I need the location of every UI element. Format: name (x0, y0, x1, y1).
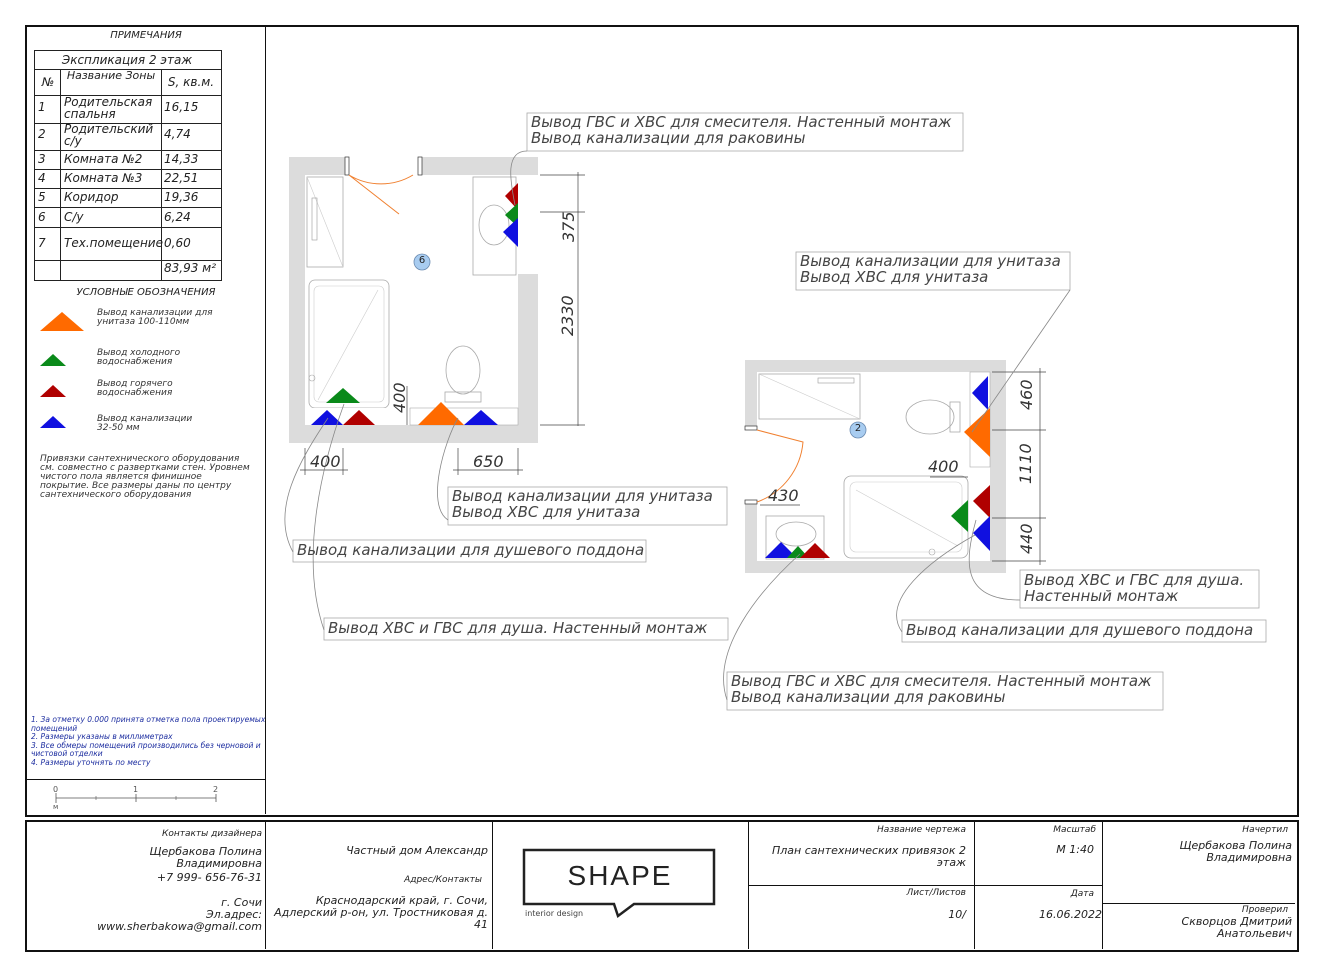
header-number: № (41, 75, 55, 89)
explication-title: Экспликация 2 этаж (61, 53, 193, 67)
dim-650: 650 (473, 452, 504, 471)
footnote-1: 1. За отметку 0.000 принята отметка пола проектируемых помещений (31, 715, 266, 733)
project-address: Краснодарский край, г. Сочи, Адлерский р-он, ул. Тростниковая д. 41 (274, 894, 488, 931)
dim-430: 430 (768, 486, 799, 505)
scale-label-0: 0 (53, 785, 59, 794)
cold-water-outlet-icon (951, 500, 968, 532)
header-zone-name: Название Зоны (66, 69, 156, 82)
legend-text-2: Вывод холодного водоснабжения (97, 348, 181, 367)
tb-divider (749, 885, 1103, 886)
dim-1110: 1110 (1016, 443, 1035, 484)
callout-toilet-2: Вывод канализации для унитаза Вывод ХВС для унитаза (800, 252, 1061, 286)
drawing-label: Название чертежа (877, 825, 966, 835)
logo-text: SHAPE (567, 860, 673, 891)
table-total: 83,93 м² (164, 261, 217, 275)
callout-toilet-6: Вывод канализации для унитаза Вывод ХВС для унитаза (452, 487, 713, 521)
footnote-2: 2. Размеры указаны в миллиметрах (31, 732, 173, 741)
dim-460: 460 (1017, 379, 1036, 410)
hot-water-outlet-icon (973, 485, 990, 518)
designer-label: Контакты дизайнера (161, 829, 262, 839)
footnote-4: 4. Размеры уточнять по месту (31, 757, 151, 767)
callout-shower-drain-2: Вывод канализации для душевого поддона (906, 621, 1254, 639)
checked-label: Проверил (1241, 905, 1288, 915)
drawing-name: План сантехнических привязок 2 этаж (772, 844, 966, 869)
sheet-number: 10/ (948, 908, 966, 921)
checked-by: Скворцов Дмитрий Анатольевич (1181, 915, 1292, 940)
project-name: Частный дом Александр (346, 844, 488, 857)
dim-440: 440 (1017, 523, 1036, 554)
dim-400-vertical: 400 (390, 382, 409, 413)
designer-name: Щербакова Полина Владимировна (149, 845, 262, 870)
date-label: Дата (1070, 889, 1094, 899)
scale-label: Масштаб (1053, 825, 1096, 835)
logo-subtitle: interior design (525, 909, 584, 918)
dim-400-right: 400 (928, 457, 959, 476)
drawn-by: Щербакова Полина Владимировна (1179, 839, 1292, 864)
scale-label-1: 1 (133, 785, 139, 794)
header-area: S, кв.м. (167, 75, 215, 89)
callout-mixer-sink-2: Вывод ГВС и ХВС для смесителя. Настенный монтаж Вывод канализации для раковины (731, 672, 1152, 706)
callout-shower-drain-6: Вывод канализации для душевого поддона (297, 541, 645, 559)
legend-title: УСЛОВНЫЕ ОБОЗНАЧЕНИЯ (76, 287, 216, 298)
bathroom-6 (289, 157, 585, 475)
legend-text-3: Вывод горячего водоснабжения (97, 379, 173, 398)
binding-note: Привязки сантехнического оборудования см. совместно с развертками стен. Уровнем чистого пола является финишное покрытие. Все размеры даны по центру сантехнического оборудования (40, 454, 250, 500)
callout-shower-water-6: Вывод ХВС и ГВС для душа. Настенный монтаж (328, 619, 708, 637)
bathroom-6-interior (305, 175, 518, 425)
dim-2330: 2330 (558, 295, 577, 336)
drawn-label: Начертил (1242, 825, 1288, 835)
scale-value: М 1:40 (1056, 843, 1094, 856)
bathroom-2 (745, 360, 1046, 573)
designer-phone: +7 999- 656-76-31 (156, 871, 262, 884)
callout-shower-water-2: Вывод ХВС и ГВС для душа. Настенный монтаж (1024, 571, 1245, 605)
tb-divider (492, 822, 493, 949)
email-label: Эл.адрес: (205, 908, 262, 921)
dim-375: 375 (559, 211, 578, 242)
address-label: Адрес/Контакты (404, 875, 482, 885)
sheet-label: Лист/Листов (906, 888, 966, 898)
designer-city: г. Сочи (221, 896, 262, 909)
room-6-number: 6 (418, 255, 426, 266)
room-2-number: 2 (854, 423, 862, 434)
callout-mixer-sink-6: Вывод ГВС и ХВС для смесителя. Настенный монтаж Вывод канализации для раковины (531, 113, 952, 147)
legend-text-4: Вывод канализации 32-50 мм (97, 414, 193, 433)
date-value: 16.06.2022 (1039, 908, 1102, 921)
footnote-3: 3. Все обмеры помещений производились без черновой и чистовой отделки (31, 740, 261, 758)
designer-email[interactable]: www.sherbakowa@gmail.com (97, 920, 262, 933)
dim-400-bottom: 400 (310, 452, 341, 471)
scale-label-2: 2 (213, 785, 219, 794)
notes-title: ПРИМЕЧАНИЯ (110, 30, 182, 41)
legend-text-1: Вывод канализации для унитаза 100-110мм (97, 308, 213, 327)
scale-unit: м (53, 803, 59, 811)
tb-divider (265, 822, 266, 949)
